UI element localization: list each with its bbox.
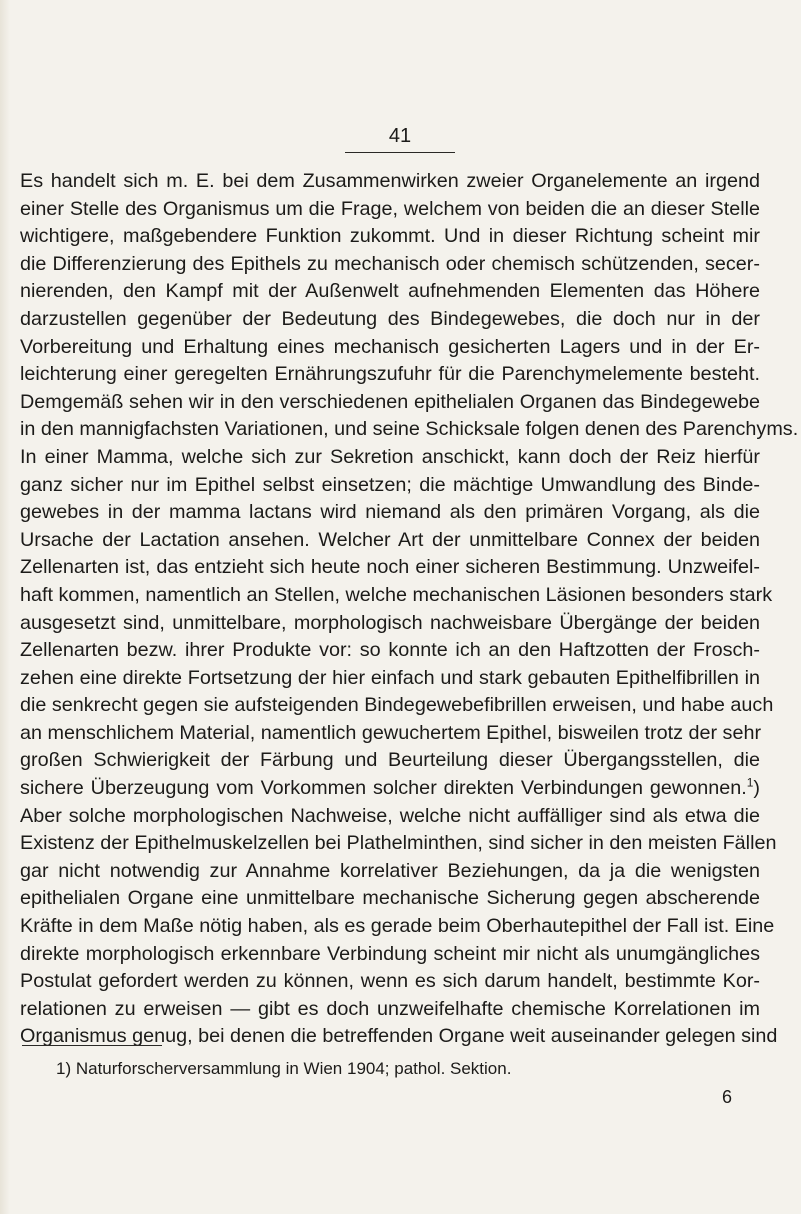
page-number-rule [345, 152, 455, 153]
footnote-marker-paren: ) [753, 777, 760, 800]
page-number: 41 [388, 125, 412, 147]
text-line-with-footnote [20, 775, 760, 803]
text-line: die senkrecht gegen sie aufsteigenden Bindegewebefibrillen erweisen, und habe auch [20, 694, 774, 717]
page-binding-edge [0, 0, 10, 1214]
text-line: gewebes in der mamma lactans wird niemand als den primären Vorgang, als die [20, 501, 760, 524]
footnote-marker: 1 [746, 775, 754, 790]
text-line: ganz sicher nur im Epithel selbst einsetzen; die mächtige Umwandlung des Binde- [20, 473, 760, 496]
text-line: haft kommen, namentlich an Stellen, welche mechanischen Läsionen besonders stark [20, 583, 773, 606]
text-line-main: sichere Überzeugung vom Vorkommen solcher direkten Verbindungen gewonnen. [20, 777, 747, 800]
text-line: Demgemäß sehen wir in den verschiedenen epithelialen Organen das Bindegewebe [20, 390, 760, 413]
body-text [20, 168, 799, 1051]
text-line: Organismus genug, bei denen die betreffenden Organe weit auseinander gelegen sind [20, 1025, 778, 1048]
text-line: Es handelt sich m. E. bei dem Zusammenwirken zweier Organelemente an irgend [20, 170, 760, 192]
text-line: einer Stelle des Organismus um die Frage, welchem von beiden die an dieser Stelle [20, 197, 760, 220]
text-line: Postulat gefordert werden zu können, wenn es sich darum handelt, bestimmte Kor- [20, 970, 760, 993]
text-line: Kräfte in dem Maße nötig haben, als es gerade beim Oberhautepithel der Fall ist. Eine [20, 915, 775, 938]
text-line: Vorbereitung und Erhaltung eines mechanisch gesicherten Lagers und in der Er- [20, 335, 760, 358]
text-line: in den mannigfachsten Variationen, und seine Schicksale folgen denen des Parenchyms. [20, 418, 799, 441]
text-line: Ursache der Lactation ansehen. Welcher Art der unmittelbare Connex der beiden [20, 528, 760, 551]
text-line: nierenden, den Kampf mit der Außenwelt aufnehmenden Elementen das Höhere [20, 280, 760, 303]
text-line: Existenz der Epithelmuskelzellen bei Plathelminthen, sind sicher in den meisten Fällen [20, 832, 777, 855]
text-line: Aber solche morphologischen Nachweise, welche nicht auffälliger sind als etwa die [20, 804, 760, 827]
text-line: gar nicht notwendig zur Annahme korrelativer Beziehungen, da ja die wenigsten [20, 859, 760, 882]
sheet-signature: 6 [722, 1087, 733, 1107]
text-line: großen Schwierigkeit der Färbung und Beurteilung dieser Übergangsstellen, die [20, 749, 760, 772]
text-line: In einer Mamma, welche sich zur Sekretion anschickt, kann doch der Reiz hierfür [20, 445, 760, 468]
text-line: Zellenarten bezw. ihrer Produkte vor: so konnte ich an den Haftzotten der Frosch- [20, 639, 760, 662]
text-line: an menschlichem Material, namentlich gewuchertem Epithel, bisweilen trotz der sehr [20, 721, 762, 744]
text-line: darzustellen gegenüber der Bedeutung des Bindegewebes, die doch nur in der [20, 307, 760, 330]
text-line: ausgesetzt sind, unmittelbare, morphologisch nachweisbare Übergänge der beiden [20, 611, 760, 634]
text-line: wichtigere, maßgebendere Funktion zukommt. Und in dieser Richtung scheint mir [20, 225, 760, 248]
text-line: epithelialen Organe eine unmittelbare mechanische Sicherung gegen abscherende [20, 887, 760, 910]
text-line: zehen eine direkte Fortsetzung der hier einfach und stark gebauten Epithelfibrillen in [20, 666, 760, 689]
footnote-rule [22, 1045, 162, 1046]
text-line: die Differenzierung des Epithels zu mechanisch oder chemisch schützenden, secer- [20, 252, 760, 275]
text-line: direkte morphologisch erkennbare Verbindung scheint mir nicht als unumgängliches [20, 942, 760, 965]
text-line: Zellenarten ist, das entzieht sich heute noch einer sicheren Bestimmung. Unzweifel- [20, 556, 760, 579]
text-line: leichterung einer geregelten Ernährungszufuhr für die Parenchymelemente besteht. [20, 363, 760, 386]
text-line: relationen zu erweisen — gibt es doch unzweifelhafte chemische Korrelationen im [20, 997, 760, 1020]
footnote: 1) Naturforscherversammlung in Wien 1904; pathol. Sektion. [56, 1059, 512, 1078]
